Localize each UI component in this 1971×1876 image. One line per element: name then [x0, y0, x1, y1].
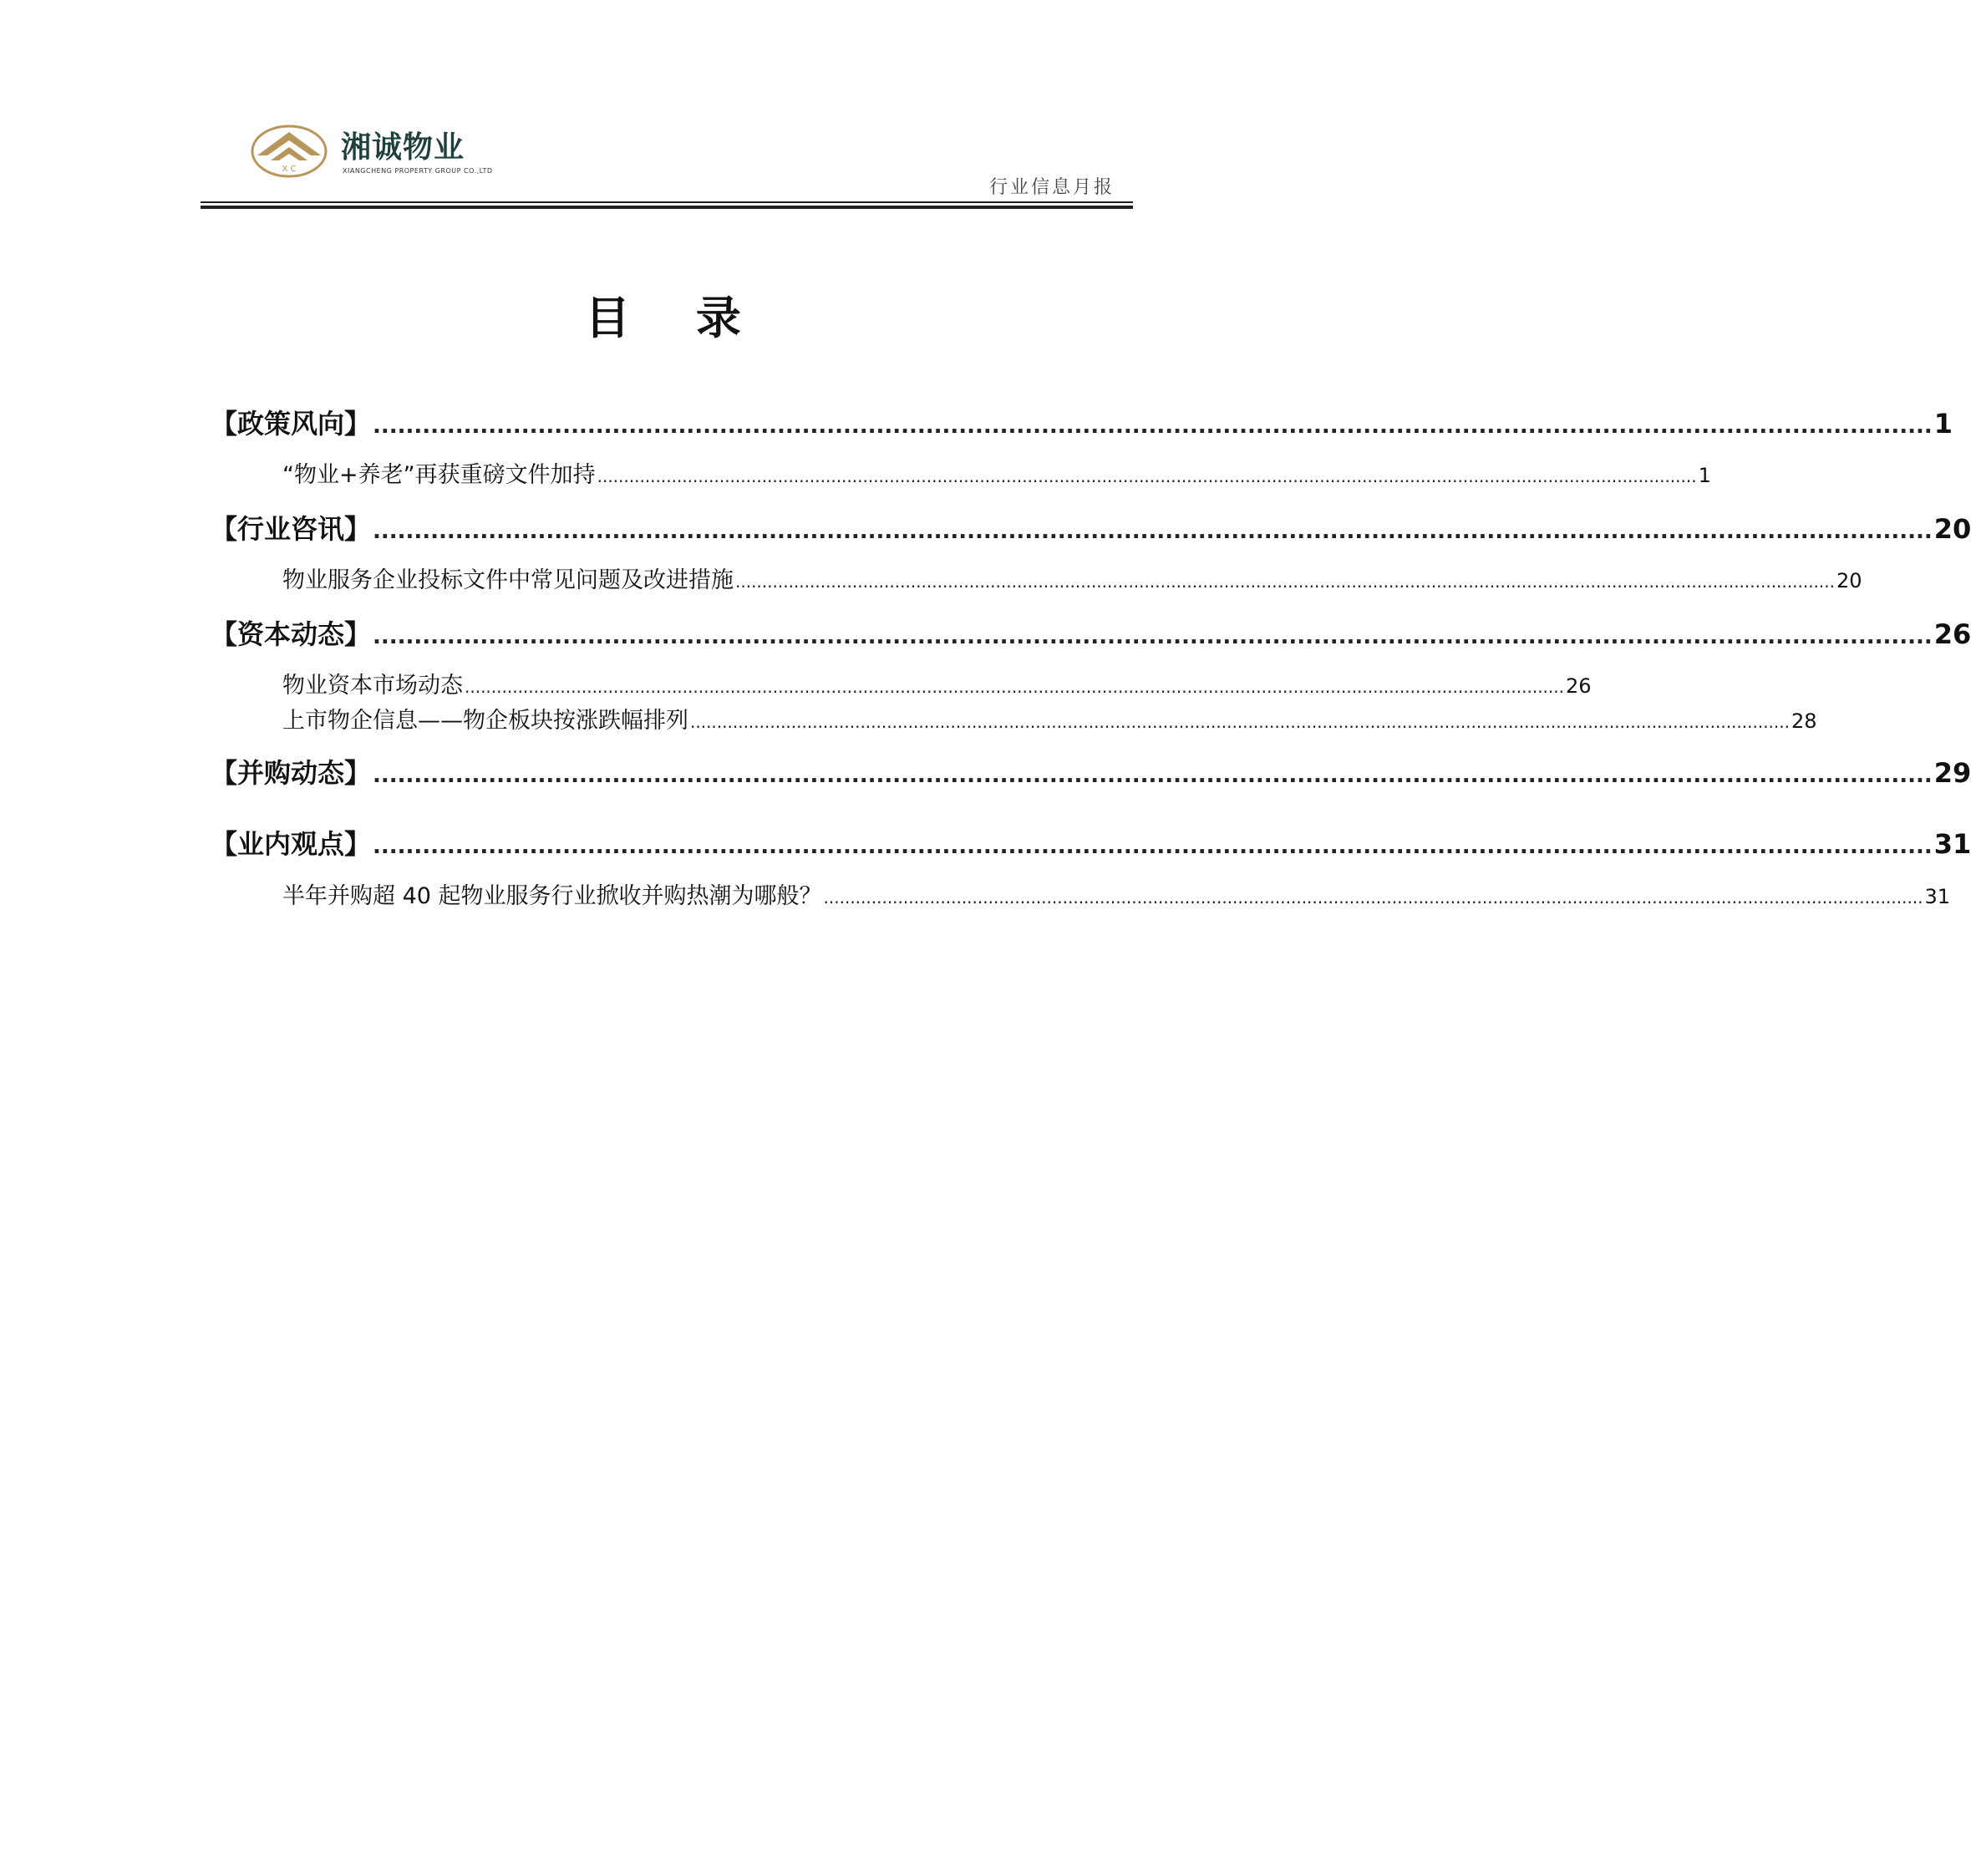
toc-item-listed-companies[interactable] — [282, 702, 1817, 735]
toc-item-page: 26 — [1566, 674, 1592, 698]
toc-dot-leader: ............................................................................................................................................................................................................... — [465, 677, 1564, 697]
toc-section-policy[interactable] — [211, 403, 1953, 441]
company-name: 湘诚物业 — [341, 130, 465, 165]
toc-item-page: 20 — [1836, 569, 1862, 592]
report-name: 行业信息月报 — [988, 177, 1115, 198]
toc-dot-leader: ............................................................................................................................................................................................................... — [690, 712, 1790, 732]
toc-section-page: 26 — [1933, 618, 1971, 650]
toc-item-label: 上市物企信息——物企板块按涨跌幅排列 — [282, 708, 688, 734]
toc-section-viewpoints[interactable] — [211, 823, 1971, 862]
toc-item-page: 1 — [1698, 464, 1711, 487]
header-rule-thin — [201, 201, 1133, 203]
toc-section-label: 【行业咨讯】 — [211, 513, 372, 545]
toc-dot-leader: ............................................................................................................................................................................................. — [373, 763, 1933, 788]
toc-dot-leader: ............................................................................................................................................................................................................... — [823, 887, 1923, 907]
toc-section-page: 29 — [1933, 757, 1971, 789]
toc-item-label: 半年并购超 40 起物业服务行业掀收并购热潮为哪般？ — [282, 883, 822, 909]
logo-mark-letters: X C — [282, 165, 297, 174]
toc-item-label: 物业服务企业投标文件中常见问题及改进措施 — [282, 567, 734, 593]
company-subtitle: XIANGCHENG PROPERTY GROUP CO.,LTD — [343, 167, 493, 175]
toc-item-elder-care[interactable] — [282, 456, 1711, 489]
page-header — [201, 117, 1133, 209]
toc-section-label: 【资本动态】 — [211, 618, 372, 650]
toc-section-page: 31 — [1933, 828, 1971, 860]
toc-dot-leader: ............................................................................................................................................................................................. — [373, 414, 1933, 439]
toc-section-capital[interactable] — [211, 613, 1971, 652]
toc-item-page: 31 — [1924, 885, 1951, 908]
company-logo-mark-icon — [251, 124, 328, 179]
toc-item-bidding-issues[interactable] — [282, 562, 1862, 594]
toc-dot-leader: ............................................................................................................................................................................................. — [373, 624, 1933, 649]
toc-item-capital-market[interactable] — [282, 667, 1592, 699]
toc-title: 目 录 — [585, 292, 766, 344]
header-rule-thick — [201, 206, 1133, 209]
toc-section-label: 【政策风向】 — [211, 408, 372, 440]
toc-section-page: 1 — [1933, 408, 1953, 440]
toc-dot-leader: ............................................................................................................................................................................................................... — [735, 572, 1835, 592]
toc-section-label: 【业内观点】 — [211, 828, 372, 860]
toc-item-label: 物业资本市场动态 — [282, 673, 463, 699]
toc-item-page: 28 — [1791, 709, 1817, 733]
company-logo — [251, 124, 518, 182]
toc-section-industry-news[interactable] — [211, 508, 1971, 547]
toc-item-merger-wave[interactable] — [282, 877, 1951, 910]
toc-dot-leader: ............................................................................................................................................................................................. — [373, 519, 1933, 544]
toc-section-page: 20 — [1933, 513, 1971, 545]
toc-item-label: “物业+养老”再获重磅文件加持 — [282, 462, 596, 488]
toc-dot-leader: ............................................................................................................................................................................................................... — [597, 466, 1697, 486]
toc-section-mergers[interactable] — [211, 752, 1971, 791]
toc-dot-leader: ............................................................................................................................................................................................. — [373, 834, 1933, 859]
toc-section-label: 【并购动态】 — [211, 757, 372, 789]
